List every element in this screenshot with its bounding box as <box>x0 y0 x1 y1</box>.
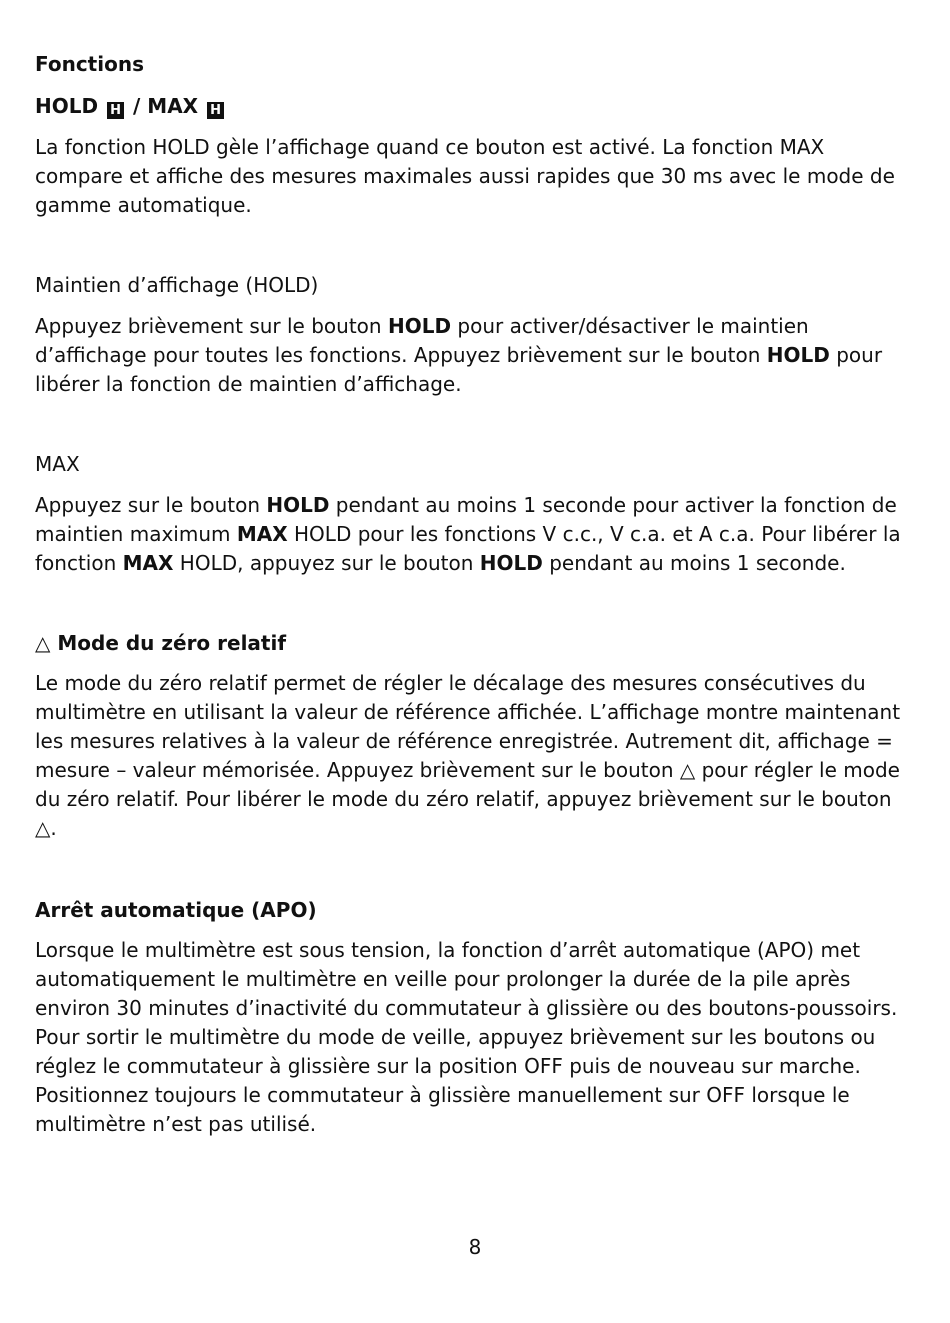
section-title-fonctions: Fonctions <box>35 52 144 76</box>
bold-run: HOLD <box>387 314 452 338</box>
document-page <box>35 50 905 1139</box>
relative-zero-paragraph: Le mode du zéro relatif permet de régler le décalage des mesures consécutives du multimètre en utilisant la valeur de référence affichée. L’affichage montre maintenant les mesures relatives à la valeur de référence enregistrée. Autrement dit, affichage = mesure – valeur mémorisée. Appuyez brièvement sur le bouton △ pour régler le mode du zéro relatif. Pour libérer le mode du zéro relatif, appuyez brièvement sur le bouton △. <box>35 671 901 840</box>
relative-zero-title: Mode du zéro relatif <box>57 631 287 655</box>
page-number: 8 <box>468 1235 482 1259</box>
text-run: pendant au moins 1 seconde. <box>542 551 846 575</box>
text-run: Appuyez brièvement sur le bouton <box>35 314 388 338</box>
delta-triangle-icon: △ <box>35 631 51 655</box>
max-section-title: MAX <box>35 452 80 476</box>
text-run: pendant au moins 1 seconde pour activer la fonction de maintien maximum <box>35 493 897 546</box>
hold-label: HOLD <box>35 94 99 118</box>
relative-zero-heading <box>35 629 905 657</box>
hold-section-title: Maintien d’affichage (HOLD) <box>35 273 319 297</box>
text-run: pour libérer la fonction de maintien d’affichage. <box>35 343 883 396</box>
bold-run: HOLD <box>479 551 543 575</box>
bold-run: HOLD <box>766 343 830 367</box>
bold-run: HOLD <box>266 493 330 517</box>
hold-max-heading <box>35 92 905 120</box>
apo-title: Arrêt automatique (APO) <box>35 898 317 922</box>
bold-run: MAX <box>236 522 288 546</box>
heading-separator: / <box>126 94 148 118</box>
max-h-icon: H <box>207 102 224 119</box>
max-label: MAX <box>147 94 199 118</box>
text-run: pour activer/désactiver le maintien d’affichage pour toutes les fonctions. Appuyez brièvement sur le bouton <box>35 314 809 367</box>
apo-paragraph: Lorsque le multimètre est sous tension, la fonction d’arrêt automatique (APO) met automatiquement le multimètre en veille pour prolonger la durée de la pile après environ 30 minutes d’inactivité du commutateur à glissière ou des boutons-poussoirs. Pour sortir le multimètre du mode de veille, appuyez brièvement sur les boutons ou réglez le commutateur à glissière sur la position OFF puis de nouveau sur marche. Positionnez toujours le commutateur à glissière manuellement sur OFF lorsque le multimètre n’est pas utilisé. <box>35 938 898 1136</box>
max-section-paragraph <box>35 491 905 578</box>
text-run: HOLD pour les fonctions V c.c., V c.a. et A c.a. Pour libérer la fonction <box>35 522 901 575</box>
hold-h-icon: H <box>107 102 124 119</box>
text-run: HOLD, appuyez sur le bouton <box>173 551 480 575</box>
intro-paragraph: La fonction HOLD gèle l’affichage quand ce bouton est activé. La fonction MAX compare et affiche des mesures maximales aussi rapides que 30 ms avec le mode de gamme automatique. <box>35 135 895 217</box>
hold-section-paragraph <box>35 312 905 399</box>
bold-run: MAX <box>122 551 174 575</box>
text-run: Appuyez sur le bouton <box>35 493 267 517</box>
